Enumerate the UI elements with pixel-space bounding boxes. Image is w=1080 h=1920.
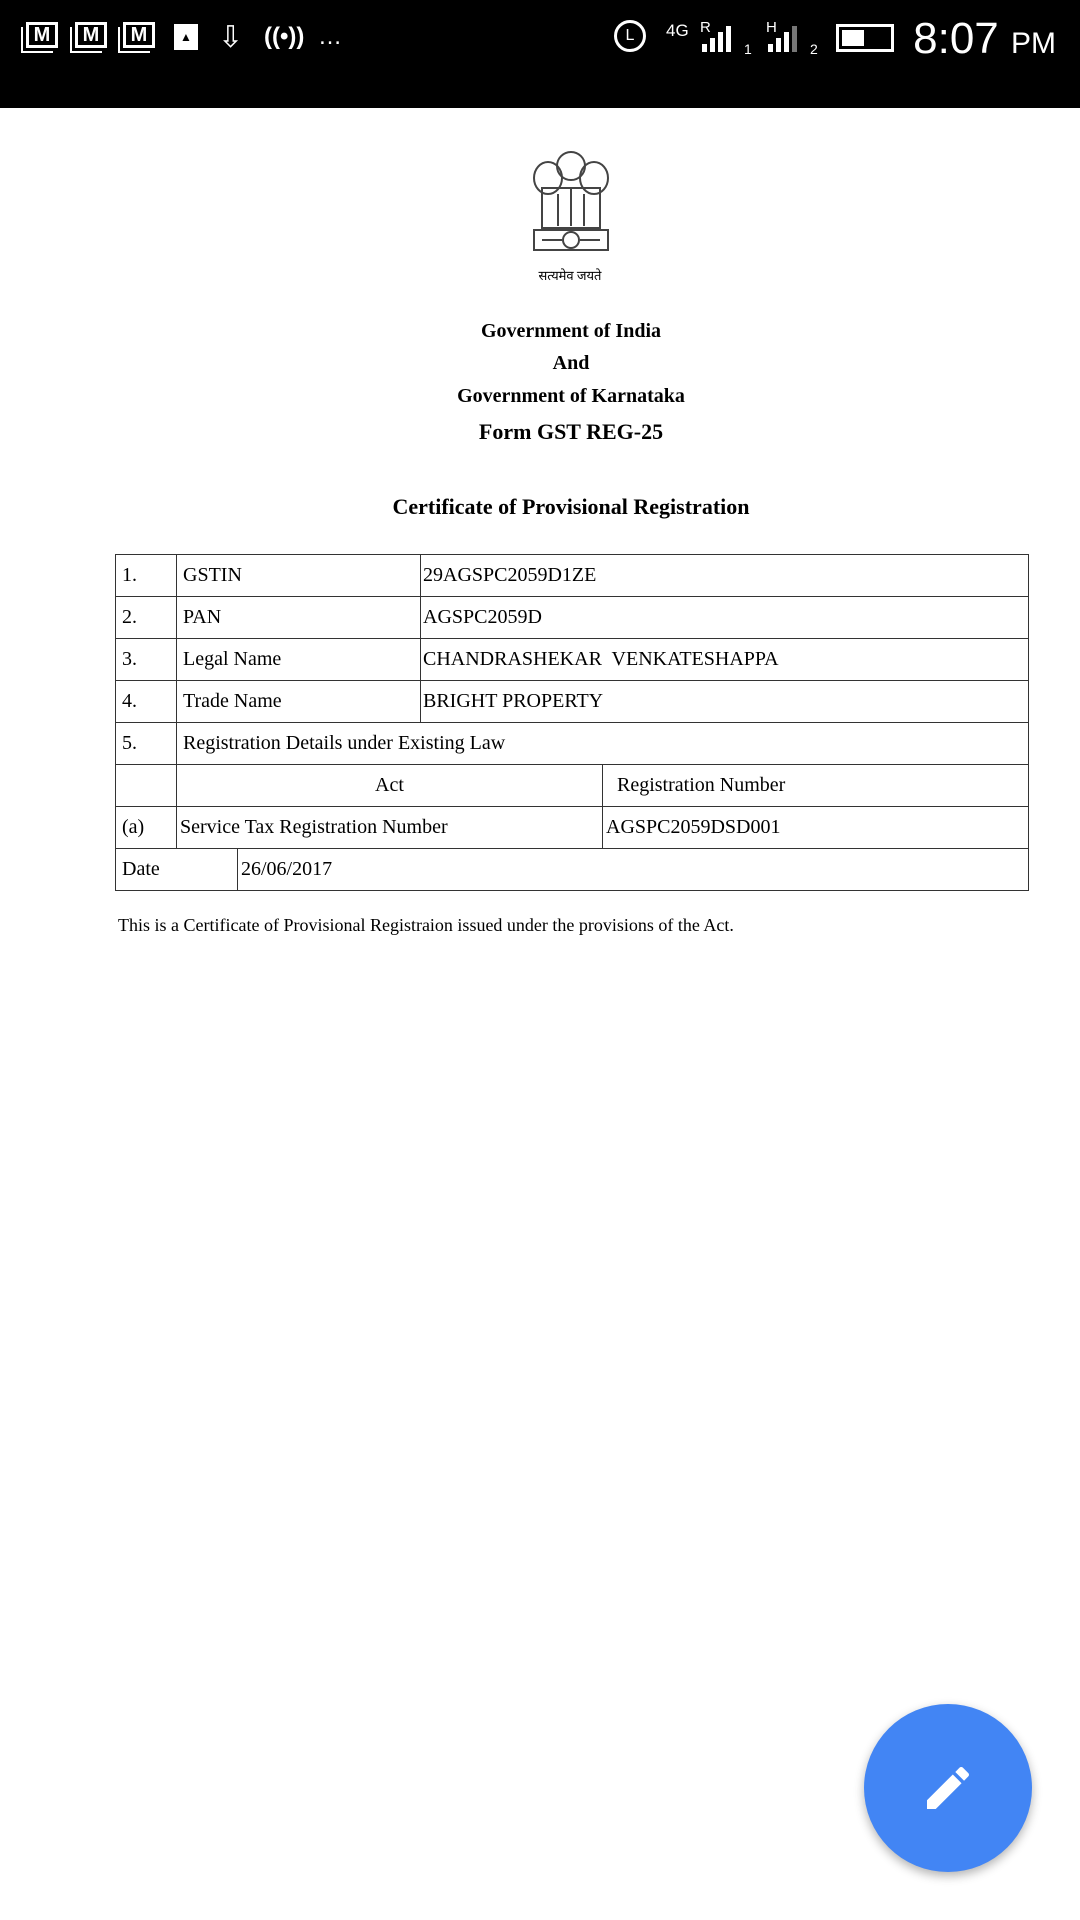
gmail-icon: M <box>123 22 155 48</box>
row-label: Legal Name <box>177 639 421 681</box>
table-row <box>116 639 1029 681</box>
network-type: 4G <box>666 21 689 40</box>
row-number: 1. <box>116 555 177 597</box>
table-row <box>116 681 1029 723</box>
table-subheader-row <box>116 765 1029 807</box>
act-value: Service Tax Registration Number <box>177 807 603 849</box>
empty-cell <box>116 765 177 807</box>
pencil-icon <box>920 1760 976 1816</box>
footnote: This is a Certificate of Provisional Registraion issued under the provisions of the Act. <box>118 915 734 935</box>
date-value: 26/06/2017 <box>238 849 1029 891</box>
heading-government-of-india: Government of India <box>481 320 661 342</box>
gmail-icon: M <box>26 22 58 48</box>
row-label: Trade Name <box>177 681 421 723</box>
row-value: 29AGSPC2059D1ZE <box>421 555 1029 597</box>
row-number: (a) <box>116 807 177 849</box>
form-title: Form GST REG-25 <box>478 419 664 444</box>
row-number: 3. <box>116 639 177 681</box>
row-number: 4. <box>116 681 177 723</box>
row-number: 2. <box>116 597 177 639</box>
hotspot-icon: ((•)) <box>264 23 305 50</box>
heading-and: And <box>552 352 590 374</box>
registration-number-header: Registration Number <box>603 765 1029 807</box>
image-icon: ▲ <box>174 24 198 50</box>
table-row <box>116 555 1029 597</box>
date-row <box>116 849 1029 891</box>
row-label: Registration Details under Existing Law <box>177 723 1029 765</box>
signal-icon <box>702 26 731 52</box>
table-row <box>116 807 1029 849</box>
date-label: Date <box>116 849 238 891</box>
table-row <box>116 597 1029 639</box>
sim1-label: 1 <box>744 41 752 57</box>
edit-fab-button[interactable] <box>864 1704 1032 1872</box>
sim2-label: 2 <box>810 41 818 57</box>
clock-ampm: PM <box>1011 27 1056 60</box>
row-value: AGSPC2059D <box>421 597 1029 639</box>
clock-time: 8:07 <box>913 14 999 63</box>
status-bar <box>0 0 1080 108</box>
heading-government-of-karnataka: Government of Karnataka <box>457 385 685 407</box>
download-icon: ⇩ <box>218 20 244 54</box>
table-row <box>116 723 1029 765</box>
more-icon: … <box>318 23 342 50</box>
registration-number-value: AGSPC2059DSD001 <box>603 807 1029 849</box>
network-type-2: H <box>766 18 777 36</box>
clock <box>913 14 1056 64</box>
row-value: BRIGHT PROPERTY <box>421 681 1029 723</box>
act-header: Act <box>177 765 603 807</box>
row-label: GSTIN <box>177 555 421 597</box>
alarm-icon: L <box>614 20 646 52</box>
battery-icon <box>836 24 894 52</box>
registration-table <box>115 554 1029 891</box>
emblem-motto: सत्यमेव जयते <box>538 268 602 283</box>
row-value: CHANDRASHEKAR VENKATESHAPPA <box>421 639 1029 681</box>
gmail-icon: M <box>75 22 107 48</box>
roaming-indicator: R <box>700 18 711 36</box>
row-label: PAN <box>177 597 421 639</box>
signal-icon-2 <box>768 26 797 52</box>
row-number: 5. <box>116 723 177 765</box>
certificate-title: Certificate of Provisional Registration <box>392 494 750 519</box>
national-emblem-icon <box>528 148 614 266</box>
